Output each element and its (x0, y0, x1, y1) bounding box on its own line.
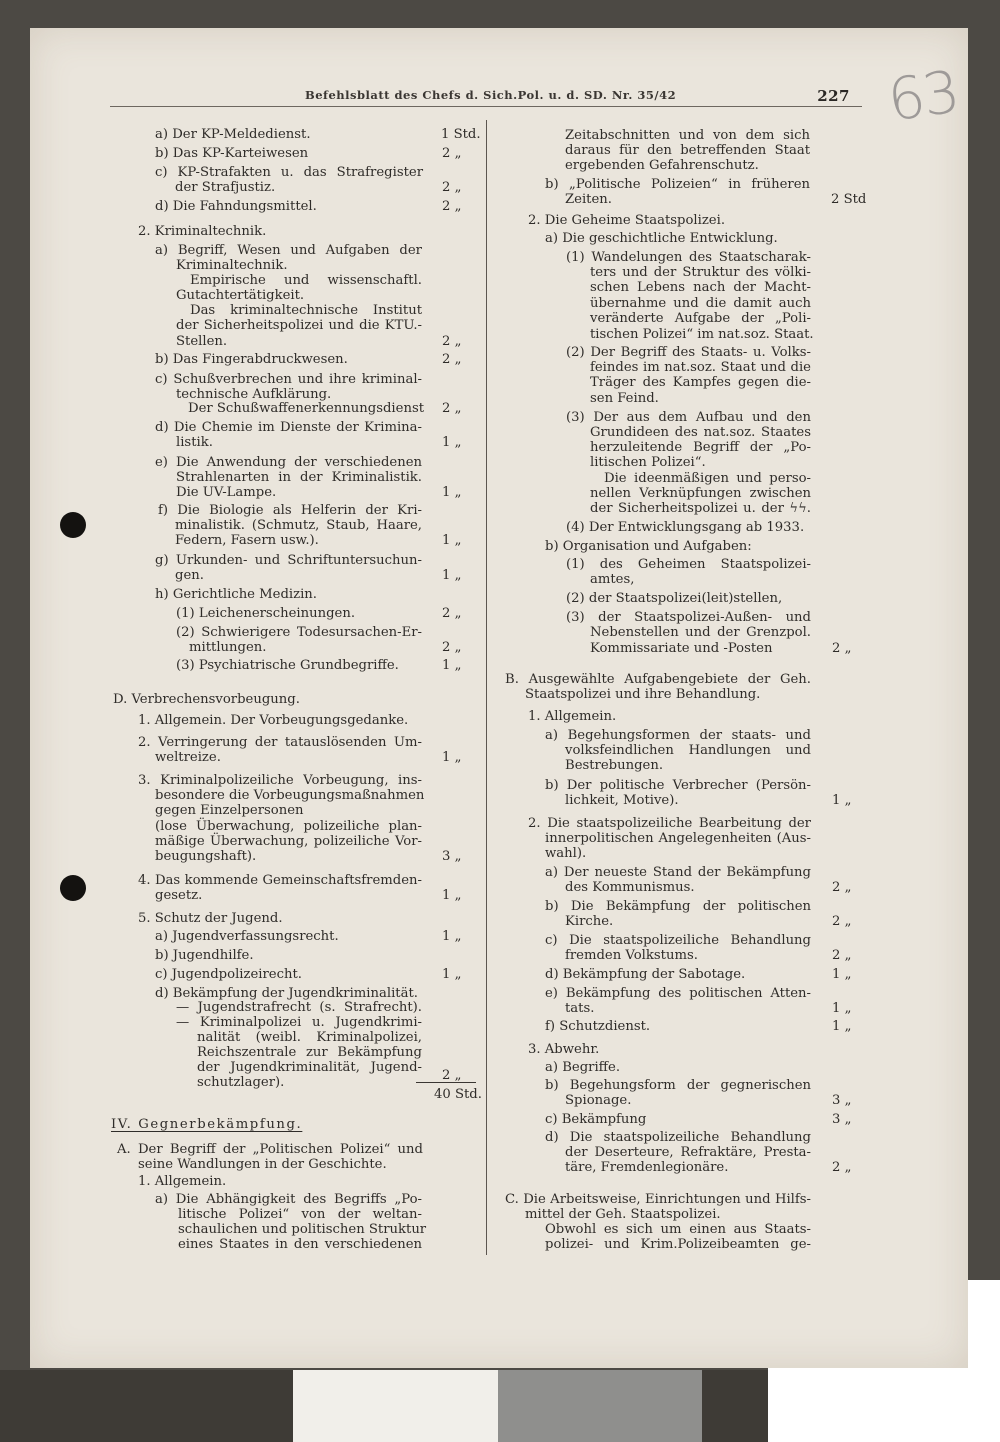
left-text-line: beugungshaft). (155, 849, 257, 864)
left-hours-value: 2 „ (442, 146, 462, 161)
right-text-line: b) Organisation und Aufgaben: (545, 539, 752, 554)
left-text-line: weltreize. (155, 750, 221, 765)
right-text-line: des Kommunismus. (565, 880, 695, 895)
left-text-line: f) Die Biologie als Helferin der Kri- (158, 503, 422, 518)
left-hours-value: 2 „ (442, 640, 462, 655)
left-text-line: IV. Gegnerbekämpfung. (111, 1117, 303, 1132)
left-hours-value: 2 „ (442, 199, 462, 214)
left-hours-value: 1 „ (442, 967, 462, 982)
left-hours-value: 2 „ (442, 1068, 462, 1083)
left-text-line: d) Bekämpfung der Jugendkriminalität. (155, 986, 418, 1001)
right-text-line: Bestrebungen. (565, 758, 664, 773)
left-text-line: Kriminaltechnik. (176, 258, 288, 273)
left-text-line: e) Die Anwendung der verschiedenen (155, 455, 422, 470)
right-text-line: Kirche. (565, 914, 614, 929)
right-text-line: übernahme und die damit auch (590, 296, 811, 311)
right-text-line: Zeiten. (565, 192, 612, 207)
header-title: Befehlsblatt des Chefs d. Sich.Pol. u. d. SD. Nr. 35/42 (305, 88, 677, 102)
right-text-line: ergebenden Gefahrenschutz. (565, 158, 759, 173)
left-text-line: gen. (175, 568, 204, 583)
left-text-line: mäßige Überwachung, polizeiliche Vor- (155, 834, 422, 849)
left-hours-value: 1 „ (442, 568, 462, 583)
left-text-line: gegen Einzelpersonen (155, 803, 304, 818)
left-hours-value: 1 „ (442, 533, 462, 548)
left-text-line: besondere die Vorbeugungsmaßnahmen (155, 788, 425, 803)
left-text-line: b) Jugendhilfe. (155, 948, 254, 963)
right-text-line: der Sicherheitspolizei u. der ϟϟ. (590, 501, 811, 516)
left-hours-value: 40 Std. (434, 1087, 482, 1102)
right-hours-value: 2 „ (832, 948, 852, 963)
right-hours-value: 3 „ (832, 1112, 852, 1127)
right-text-line: (1) des Geheimen Staatspolizei- (566, 557, 811, 572)
left-text-line: Gutachtertätigkeit. (176, 288, 305, 303)
left-text-line: Der Schußwaffenerkennungsdienst (188, 401, 425, 416)
left-text-line: der Strafjustiz. (175, 180, 276, 195)
page-number: 227 (817, 87, 850, 105)
right-text-line: schen Lebens nach der Macht- (590, 280, 811, 295)
right-text-line: täre, Fremdenlegionäre. (565, 1160, 729, 1175)
right-text-line: a) Begehungsformen der staats- und (545, 728, 811, 743)
left-text-line: A. Der Begriff der „Politischen Polizei“ und (117, 1142, 423, 1157)
left-text-line: h) Gerichtliche Medizin. (155, 587, 317, 602)
left-text-line: der Jugendkriminalität, Jugend- (197, 1060, 422, 1075)
left-text-line: mittlungen. (189, 640, 267, 655)
right-text-line: tischen Polizei“ im nat.soz. Staat. (590, 327, 814, 342)
left-hours-value: 1 „ (442, 750, 462, 765)
right-text-line: 2. Die staatspolizeiliche Bearbeitung der (528, 816, 811, 831)
left-hours-value: 3 „ (442, 849, 462, 864)
right-text-line: (4) Der Entwicklungsgang ab 1933. (566, 520, 805, 535)
left-text-line: 1. Allgemein. Der Vorbeugungsgedanke. (138, 713, 409, 728)
right-text-line: B. Ausgewählte Aufgabengebiete der Geh. (505, 672, 811, 687)
header-rule (110, 106, 862, 107)
left-text-line: a) Jugendverfassungsrecht. (155, 929, 339, 944)
left-text-line: technische Aufklärung. (176, 387, 332, 402)
left-text-line: 5. Schutz der Jugend. (138, 911, 283, 926)
left-text-line: b) Das KP-Karteiwesen (155, 146, 309, 161)
left-text-line: (3) Psychiatrische Grundbegriffe. (176, 658, 399, 673)
punch-hole-bottom (60, 875, 86, 901)
right-text-line: Zeitabschnitten und von dem sich (565, 128, 810, 143)
left-hours-value: 2 „ (442, 352, 462, 367)
right-text-line: b) Begehungsform der gegnerischen (545, 1078, 811, 1093)
right-text-line: 2. Die Geheime Staatspolizei. (528, 213, 726, 228)
left-text-line: 1. Allgemein. (138, 1174, 227, 1189)
column-divider (486, 120, 487, 1255)
color-calibration-gray (498, 1370, 702, 1442)
right-text-line: mittel der Geh. Staatspolizei. (525, 1207, 721, 1222)
left-text-line: — Jugendstrafrecht (s. Strafrecht). (176, 1000, 422, 1015)
right-hours-value: 1 „ (832, 967, 852, 982)
left-text-line: Federn, Fasern usw.). (175, 533, 319, 548)
right-hours-value: 2 „ (832, 914, 852, 929)
color-calibration-white (293, 1370, 498, 1442)
right-text-line: a) Die geschichtliche Entwicklung. (545, 231, 778, 246)
right-hours-value: 1 „ (832, 793, 852, 808)
left-hours-value: 2 „ (442, 606, 462, 621)
left-text-line: Empirische und wissenschaftl. (190, 273, 422, 288)
right-hours-value: 3 „ (832, 1093, 852, 1108)
left-text-line: a) Die Abhängigkeit des Begriffs „Po- (155, 1192, 422, 1207)
right-text-line: e) Bekämpfung des politischen Atten- (545, 986, 811, 1001)
left-text-line: listik. (176, 435, 213, 450)
right-text-line: Die ideenmäßigen und perso- (604, 471, 811, 486)
left-text-line: schaulichen und politischen Struktur (178, 1222, 427, 1237)
left-text-line: a) Der KP-Meldedienst. (155, 127, 311, 142)
left-hours-value: 2 „ (442, 334, 462, 349)
right-text-line: amtes, (590, 572, 635, 587)
right-text-line: volksfeindlichen Handlungen und (565, 743, 811, 758)
right-text-line: (1) Wandelungen des Staatscharak- (566, 250, 811, 265)
right-text-line: feindes im nat.soz. Staat und die (590, 360, 811, 375)
left-hours-value: 1 „ (442, 929, 462, 944)
right-text-line: (3) Der aus dem Aufbau und den (566, 410, 811, 425)
left-text-line: gesetz. (155, 888, 203, 903)
left-text-line: d) Die Chemie im Dienste der Krimina- (155, 420, 422, 435)
left-hours-value: 1 „ (442, 435, 462, 450)
left-text-line: c) Jugendpolizeirecht. (155, 967, 302, 982)
right-text-line: b) Die Bekämpfung der politischen (545, 899, 811, 914)
right-text-line: der Deserteure, Refraktäre, Presta- (565, 1145, 811, 1160)
right-text-line: 1. Allgemein. (528, 709, 617, 724)
left-text-line: (lose Überwachung, polizeiliche plan- (155, 819, 422, 834)
left-text-line: nalität (weibl. Kriminalpolizei, (197, 1030, 422, 1045)
right-text-line: polizei- und Krim.Polizeibeamten ge- (545, 1237, 811, 1252)
right-text-line: Grundideen des nat.soz. Staates (590, 425, 811, 440)
right-text-line: herzuleitende Begriff der „Po- (590, 440, 811, 455)
left-hours-value: 2 „ (442, 401, 462, 416)
left-hours-value: 1 „ (442, 658, 462, 673)
left-text-line: der Sicherheitspolizei und die KTU.- (176, 318, 422, 333)
right-text-line: daraus für den betreffenden Staat (565, 143, 810, 158)
left-text-line: Stellen. (176, 334, 228, 349)
right-text-line: f) Schutzdienst. (545, 1019, 651, 1034)
left-hours-value: 1 „ (442, 485, 462, 500)
left-text-line: schutzlager). (197, 1075, 285, 1090)
left-text-line: (1) Leichenerscheinungen. (176, 606, 356, 621)
right-text-line: veränderte Aufgabe der „Poli- (590, 311, 811, 326)
left-text-line: d) Die Fahndungsmittel. (155, 199, 317, 214)
right-hours-value: 1 „ (832, 1001, 852, 1016)
right-text-line: tats. (565, 1001, 595, 1016)
right-text-line: d) Bekämpfung der Sabotage. (545, 967, 746, 982)
right-hours-value: 1 „ (832, 1019, 852, 1034)
right-text-line: Obwohl es sich um einen aus Staats- (545, 1222, 811, 1237)
right-text-line: c) Bekämpfung (545, 1112, 647, 1127)
right-text-line: innerpolitischen Angelegenheiten (Aus- (545, 831, 811, 846)
left-text-line: b) Das Fingerabdruckwesen. (155, 352, 348, 367)
right-text-line: ters und der Struktur des völki- (590, 265, 811, 280)
left-text-line: g) Urkunden- und Schriftuntersuchun- (155, 553, 422, 568)
right-hours-value: 2 Std (831, 192, 867, 207)
left-text-line: (2) Schwierigere Todesursachen-Er- (176, 625, 422, 640)
right-text-line: a) Der neueste Stand der Bekämpfung (545, 865, 811, 880)
left-text-line: — Kriminalpolizei u. Jugendkrimi- (176, 1015, 422, 1030)
left-text-line: Strahlenarten in der Kriminalistik. (176, 470, 422, 485)
left-hours-value: 1 Std. (441, 127, 481, 142)
right-text-line: a) Begriffe. (545, 1060, 621, 1075)
left-text-line: Reichszentrale zur Bekämpfung (197, 1045, 422, 1060)
right-text-line: (2) Der Begriff des Staats- u. Volks- (566, 345, 811, 360)
left-text-line: 4. Das kommende Gemeinschaftsfremden- (138, 873, 422, 888)
right-text-line: d) Die staatspolizeiliche Behandlung (545, 1130, 811, 1145)
left-text-line: c) KP-Strafakten u. das Strafregister (155, 165, 423, 180)
left-text-line: 3. Kriminalpolizeiliche Vorbeugung, ins- (138, 773, 422, 788)
right-text-line: (3) der Staatspolizei-Außen- und (566, 610, 811, 625)
right-text-line: fremden Volkstums. (565, 948, 698, 963)
right-hours-value: 2 „ (832, 880, 852, 895)
right-text-line: (2) der Staatspolizei(leit)stellen, (566, 591, 783, 606)
right-hours-value: 2 „ (832, 641, 852, 656)
right-text-line: C. Die Arbeitsweise, Einrichtungen und Hilfs- (505, 1192, 811, 1207)
right-text-line: lichkeit, Motive). (565, 793, 679, 808)
left-text-line: seine Wandlungen in der Geschichte. (138, 1157, 387, 1172)
right-text-line: sen Feind. (590, 391, 659, 406)
left-text-line: Das kriminaltechnische Institut (190, 303, 422, 318)
left-text-line: eines Staates in den verschiedenen (178, 1237, 422, 1252)
right-text-line: wahl). (545, 846, 587, 861)
right-text-line: Nebenstellen und der Grenzpol. (590, 625, 811, 640)
right-text-line: Spionage. (565, 1093, 632, 1108)
right-text-line: b) „Politische Polizeien“ in früheren (545, 177, 810, 192)
left-text-line: c) Schußverbrechen und ihre kriminal- (155, 372, 422, 387)
left-text-line: a) Begriff, Wesen und Aufgaben der (155, 243, 422, 258)
left-hours-value: 2 „ (442, 180, 462, 195)
right-text-line: Kommissariate und -Posten (590, 641, 773, 656)
right-text-line: nellen Verknüpfungen zwischen (590, 486, 811, 501)
right-text-line: Träger des Kampfes gegen die- (590, 375, 811, 390)
left-text-line: D. Verbrechensvorbeugung. (113, 692, 300, 707)
left-hours-value: 1 „ (442, 888, 462, 903)
right-text-line: c) Die staatspolizeiliche Behandlung (545, 933, 811, 948)
left-text-line: minalistik. (Schmutz, Staub, Haare, (175, 518, 422, 533)
page-header (110, 88, 862, 108)
right-hours-value: 2 „ (832, 1160, 852, 1175)
right-text-line: litischen Polizei“. (590, 455, 706, 470)
right-text-line: Staatspolizei und ihre Behandlung. (525, 687, 761, 702)
archive-stamp: 63 (883, 57, 963, 135)
punch-hole-top (60, 512, 86, 538)
left-text-line: 2. Kriminaltechnik. (138, 224, 267, 239)
right-text-line: 3. Abwehr. (528, 1042, 600, 1057)
left-text-line: litische Polizei“ von der weltan- (178, 1207, 422, 1222)
left-text-line: Die UV-Lampe. (176, 485, 277, 500)
right-text-line: b) Der politische Verbrecher (Persön- (545, 778, 811, 793)
left-text-line: 2. Verringerung der tatauslösenden Um- (138, 735, 422, 750)
